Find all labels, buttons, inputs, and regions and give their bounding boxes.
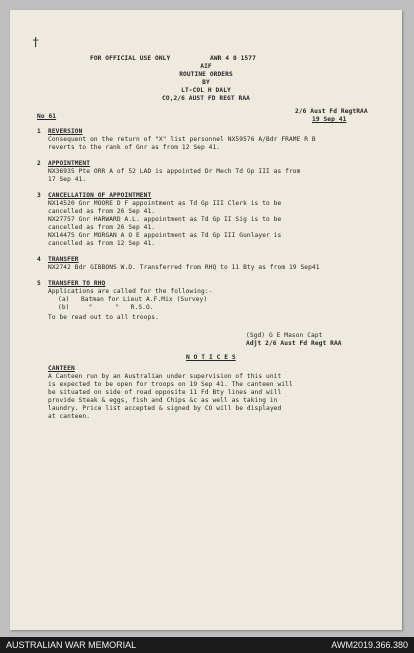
- notices-title: N O T I C E S: [186, 354, 236, 361]
- archive-footer-bar: [0, 637, 414, 653]
- order-5-number: 5: [37, 280, 41, 287]
- order-2-line: 17 Sep 41.: [48, 176, 87, 183]
- unit-right: 2/6 Aust Fd RegtRAA: [295, 108, 368, 115]
- commanding-officer: LT-COL H DALY: [181, 87, 231, 94]
- order-4-heading: TRANSFER: [48, 256, 79, 263]
- hole-punch-mark: †: [32, 35, 40, 49]
- order-5-heading: TRANSFER TO RHQ: [48, 280, 106, 287]
- order-3-line: NX14520 Gnr MOORE D F appointment as Td Gp III Clerk is to be: [48, 200, 282, 207]
- classification-label: FOR OFFICIAL USE ONLY: [90, 55, 171, 62]
- order-5-line: (b) " " R.S.O.: [58, 304, 154, 311]
- document-title: ROUTINE ORDERS: [179, 71, 233, 78]
- order-number: No 61: [37, 113, 57, 120]
- order-5-line: To be read out to all troops.: [48, 314, 159, 321]
- order-3-line: cancelled as from 12 Sep 41.: [48, 240, 156, 247]
- order-3-line: cancelled as from 26 Sep 41.: [48, 208, 156, 215]
- canteen-heading: CANTEEN: [48, 365, 75, 372]
- order-3-line: NX14475 Gnr MORGAN A O E appointment as Td Gp III Gunlayer is: [48, 232, 282, 239]
- canteen-line: be situated on side of road opposite 11 Fd Bty lines and will: [48, 389, 282, 396]
- by-label: BY: [202, 79, 210, 86]
- order-1-number: 1: [37, 128, 41, 135]
- order-2-line: NX36935 Pte ORR A of 52 LAD is appointed Dr Mech Td Gp III as from: [48, 168, 301, 175]
- reference-number: AWR 4 0 1577: [210, 55, 256, 62]
- force-label: AIF: [200, 63, 212, 70]
- order-5-line: (a) Batman for Lieut A.F.Mix (Survey): [58, 296, 208, 303]
- order-1-line: reverts to the rank of Gnr as from 12 Sep 41.: [48, 144, 221, 151]
- order-2-heading: APPOINTMENT: [48, 160, 91, 167]
- signature-line-2: Adjt 2/6 Aust Fd Regt RAA: [246, 340, 342, 347]
- order-4-number: 4: [37, 256, 41, 263]
- order-1-line: Consequent on the return of "X" list personnel NX59576 A/Bdr FRAME R B: [48, 136, 316, 143]
- canteen-line: at canteen.: [48, 413, 91, 420]
- footer-accession-number: AWM2019.366.380: [331, 640, 408, 650]
- unit-name: CO,2/6 AUST FD REGT RAA: [162, 95, 250, 102]
- canteen-line: is expected to be open for troops on 19 Sep 41. The canteen will: [48, 381, 293, 388]
- order-5-line: Applications are called for the following:-: [48, 288, 213, 295]
- canteen-line: laundry. Price list accepted & signed by CO will be displayed: [48, 405, 282, 412]
- order-3-line: cancelled as from 26 Sep 41.: [48, 224, 156, 231]
- canteen-line: provide Steak & eggs, fish and Chips &c as well as taking in: [48, 397, 278, 404]
- order-4-line: NX2742 Bdr GIBBONS W.D. Transferred from RHQ to 11 Bty as from 19 Sep41: [48, 264, 320, 271]
- footer-institution: AUSTRALIAN WAR MEMORIAL: [6, 640, 137, 650]
- order-2-number: 2: [37, 160, 41, 167]
- order-3-number: 3: [37, 192, 41, 199]
- order-3-heading: CANCELLATION OF APPOINTMENT: [48, 192, 152, 199]
- signature-line-1: (Sgd) G E Mason Capt: [246, 332, 323, 339]
- canteen-line: A Canteen run by an Australian under supervision of this unit: [48, 373, 282, 380]
- date-right: 19 Sep 41: [312, 116, 347, 123]
- order-1-heading: REVERSION: [48, 128, 83, 135]
- document-page: [10, 10, 402, 630]
- order-3-line: NX27757 Gnr HARWARD A.L. appointment as Td Gp II Sig is to be: [48, 216, 282, 223]
